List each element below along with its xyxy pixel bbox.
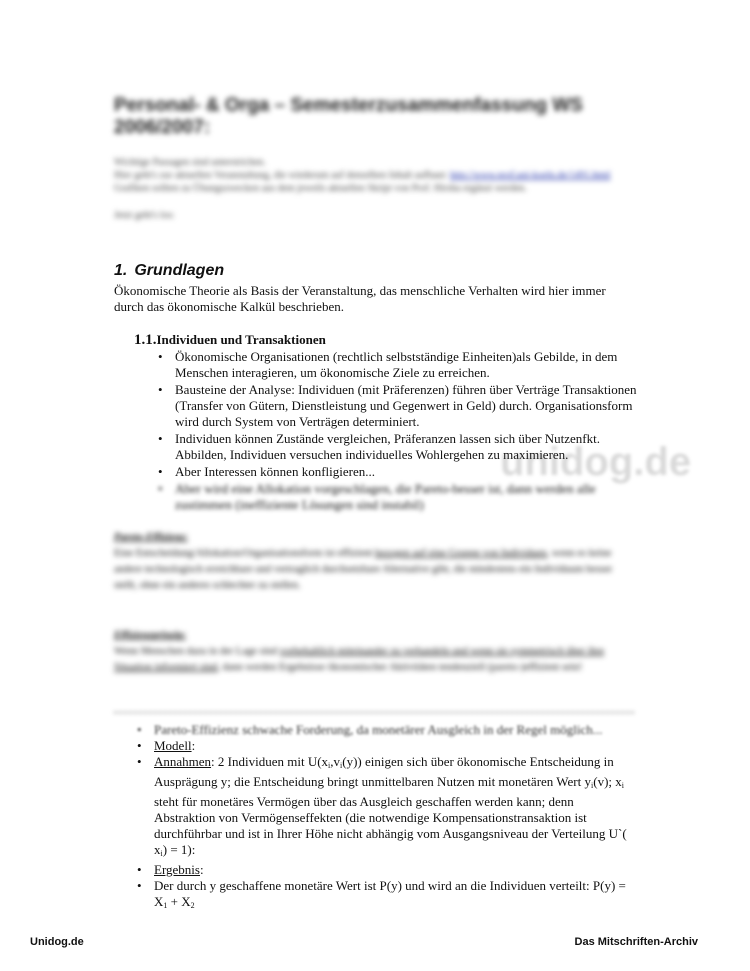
intro-text: Hier geht's zur aktuellen Veranstaltung, die wiederum auf denselben Inhalt aufbaut:: [114, 170, 448, 181]
pareto-text-a: Eine Entscheidung/Allokation/Organisationsform ist effizient: [114, 548, 373, 559]
efficiency-text: [114, 644, 634, 676]
subscript: i: [328, 761, 331, 770]
list-item: • Aber Interessen können konfligieren...: [155, 464, 637, 480]
list-item: • Pareto-Effizienz schwache Forderung, da monetärer Ausgleich in der Regel möglich...: [134, 722, 636, 738]
text: + X: [167, 894, 191, 909]
list-item: • Aber wird eine Allokation vorgeschlagen, die Pareto-besser ist, dann werden alle zustimmen (ineffiziente Lösungen sind instabil): [155, 481, 637, 513]
subsection-title: Individuen und Transaktionen: [156, 332, 326, 347]
intro-line: [114, 169, 614, 182]
section-number: 1.: [114, 262, 128, 279]
modell-label: Modell: [154, 738, 192, 753]
pareto-block: [114, 530, 634, 594]
text: (v); x: [593, 774, 622, 789]
intro-line: Jetzt geht's los:: [114, 210, 175, 221]
subscript: i: [591, 781, 594, 790]
list-item: [134, 878, 636, 914]
subscript: 1: [163, 901, 168, 910]
bullet-list: [134, 722, 636, 914]
pareto-text-b: , wenn es keine andere technologisch erreichbare und vertraglich durchsetzbare Alternative gibt, die mindestens ein Individuum besser stellt, ohne ein anderes schlechter zu stellen.: [114, 548, 613, 591]
colon: :: [199, 862, 204, 877]
pareto-text: [114, 546, 634, 594]
list-item: [134, 738, 636, 754]
pareto-text-underlined: bezogen auf eine Gruppe von Individuen: [374, 548, 547, 559]
document-title: Personal- & Orga – Semesterzusammenfassung WS 2006/2007:: [114, 95, 583, 138]
list-item: • Individuen können Zustände vergleichen, Präferanzen lassen sich über Nutzenfkt. Abbilden, Individuen versuchen individuelles Wohlergehen zu maximieren.: [155, 431, 637, 463]
divider: [114, 712, 634, 713]
annahmen-label: Annahmen: [154, 754, 212, 769]
intro-block: [114, 156, 614, 222]
subscript: i: [621, 781, 624, 790]
bullet-list: [155, 349, 637, 514]
intro-line: Grafiken sollten zu Übungszwecken aus dem jeweils aktuellen Skript von Prof. Hirsha ergänzt werden.: [114, 183, 527, 194]
section-lead: Ökonomische Theorie als Basis der Veranstaltung, das menschliche Verhalten wird hier immer durch das ökonomische Kalkül beschrieben.: [114, 283, 606, 314]
subsection-number: 1.1.: [134, 332, 157, 348]
text: : 2 Individuen mit U(x: [211, 754, 329, 769]
text: (y)) einigen sich über ökonomische Entscheidung in Ausprägung y; die Entscheidung bringt unmittelbaren Nutzen mit monetären Wert y: [154, 754, 614, 789]
list-item: • Bausteine der Analyse: Individuen (mit Präferenzen) führen über Verträge Transaktionen (Transfer von Gütern, Dienstleistung und Gegenwert in Geld) durch. Organisationsform wird durch System von Verträgen determiniert.: [155, 382, 637, 430]
subscript: i: [340, 761, 343, 770]
pareto-heading: Pareto-Effizienz:: [114, 532, 188, 543]
text: ) = 1):: [162, 842, 196, 857]
efficiency-block: [114, 628, 634, 676]
intro-link[interactable]: http://www.prof.uni-koeln.de/1491.html: [449, 170, 611, 181]
watermark: unidog.de: [500, 440, 692, 484]
text: Der durch y geschaffene monetäre Wert ist P(y) und wird an die Individuen verteilt: P(y) = X: [154, 878, 626, 909]
efficiency-text-a: Wenn Menschen dazu in der Lage sind: [114, 646, 278, 657]
intro-line: Wichtige Passagen sind unterstrichen.: [114, 157, 266, 168]
text: ,v: [330, 754, 341, 769]
ergebnis-label: Ergebnis: [154, 862, 200, 877]
colon: :: [191, 738, 196, 753]
subscript: i: [160, 849, 163, 858]
footer-archive-name: Das Mitschriften-Archiv: [574, 936, 698, 948]
text: steht für monetäres Vermögen über das Ausgleich geschaffen werden kann; denn Abstraktion von Vermögenseffekten (die notwendige Kompensationstransaktion ist durchführbar und ist in Ihrer Höhe nicht abhängig vom Ausgangsniveau der Verteilung U`( x: [154, 794, 627, 857]
efficiency-text-b: , dann werden Ergebnisse ökonomischer Aktivitäten tendenziell (pareto-)effizient sein!: [217, 662, 583, 673]
list-item: • Ökonomische Organisationen (rechtlich selbstständige Einheiten)als Gebilde, in dem Menschen interagieren, um ökonomische Ziele zu erreichen.: [155, 349, 637, 381]
subsection-heading-1-1: [134, 332, 326, 348]
list-item: [134, 862, 636, 878]
subscript: 2: [190, 901, 195, 910]
efficiency-text-underlined: vorbehaltlich miteinander zu verhandeln und wenn sie symmetrisch über ihre Situation informiert sind: [114, 646, 605, 673]
section-heading-1: [114, 261, 224, 281]
footer-site-name: Unidog.de: [30, 936, 84, 948]
efficiency-heading: Effizienzprinzip:: [114, 630, 187, 641]
section-title: Grundlagen: [134, 262, 225, 279]
list-item: [134, 754, 636, 862]
